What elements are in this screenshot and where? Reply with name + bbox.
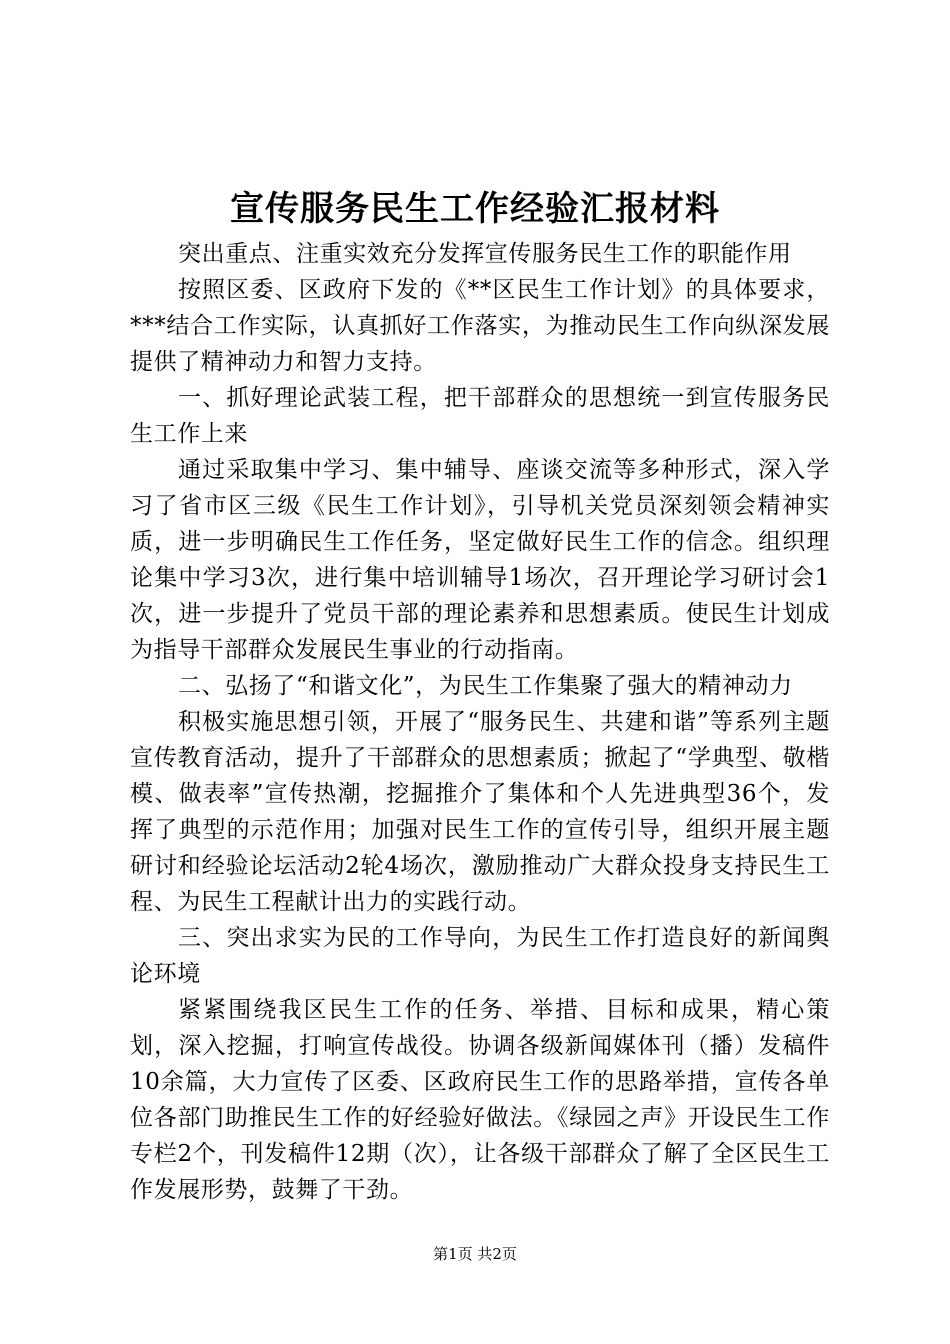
paragraph-section-2: 积极实施思想引领，开展了“服务民生、共建和谐”等系列主题宣传教育活动，提升了干部群众的思想素质；掀起了“学典型、敬楷模、做表率”宣传热潮，挖掘推介了集体和个人先进典型36个，发挥了典型的示范作用；加强对民生工作的宣传引导，组织开展主题研讨和经验论坛活动2轮4场次，激励推动广大群众投身支持民生工程、为民生工程献计出力的实践行动。 <box>130 709 830 915</box>
paragraph-section-1: 通过采取集中学习、集中辅导、座谈交流等多种形式，深入学习了省市区三级《民生工作计划》，引导机关党员深刻领会精神实质，进一步明确民生工作任务，坚定做好民生工作的信念。组织理论集中学习3次，进行集中培训辅导1场次，召开理论学习研讨会1次，进一步提升了党员干部的理论素养和思想素质。使民生计划成为指导干部群众发展民生事业的行动指南。 <box>130 457 830 663</box>
document-title: 宣传服务民生工作经验汇报材料 <box>230 189 720 229</box>
paragraph-intro: 按照区委、区政府下发的《**区民生工作计划》的具体要求，***结合工作实际，认真抓好工作落实，为推动民生工作向纵深发展提供了精神动力和智力支持。 <box>130 277 830 375</box>
section-heading-3: 三、突出求实为民的工作导向，为民生工作打造良好的新闻舆论环境 <box>130 925 830 987</box>
page-number-footer: 第1页 共2页 <box>433 1245 517 1263</box>
paragraph-subtitle: 突出重点、注重实效充分发挥宣传服务民生工作的职能作用 <box>178 241 792 267</box>
document-body <box>130 236 830 1208</box>
section-heading-1: 一、抓好理论武装工程，把干部群众的思想统一到宣传服务民生工作上来 <box>130 385 830 447</box>
section-heading-2: 二、弘扬了“和谐文化”，为民生工作集聚了强大的精神动力 <box>178 673 793 699</box>
paragraph-section-3: 紧紧围绕我区民生工作的任务、举措、目标和成果，精心策划，深入挖掘，打响宣传战役。协调各级新闻媒体刊（播）发稿件10余篇，大力宣传了区委、区政府民生工作的思路举措，宣传各单位各部门助推民生工作的好经验好做法。《绿园之声》开设民生工作专栏2个，刊发稿件12期（次），让各级干部群众了解了全区民生工作发展形势，鼓舞了干劲。 <box>130 997 830 1203</box>
